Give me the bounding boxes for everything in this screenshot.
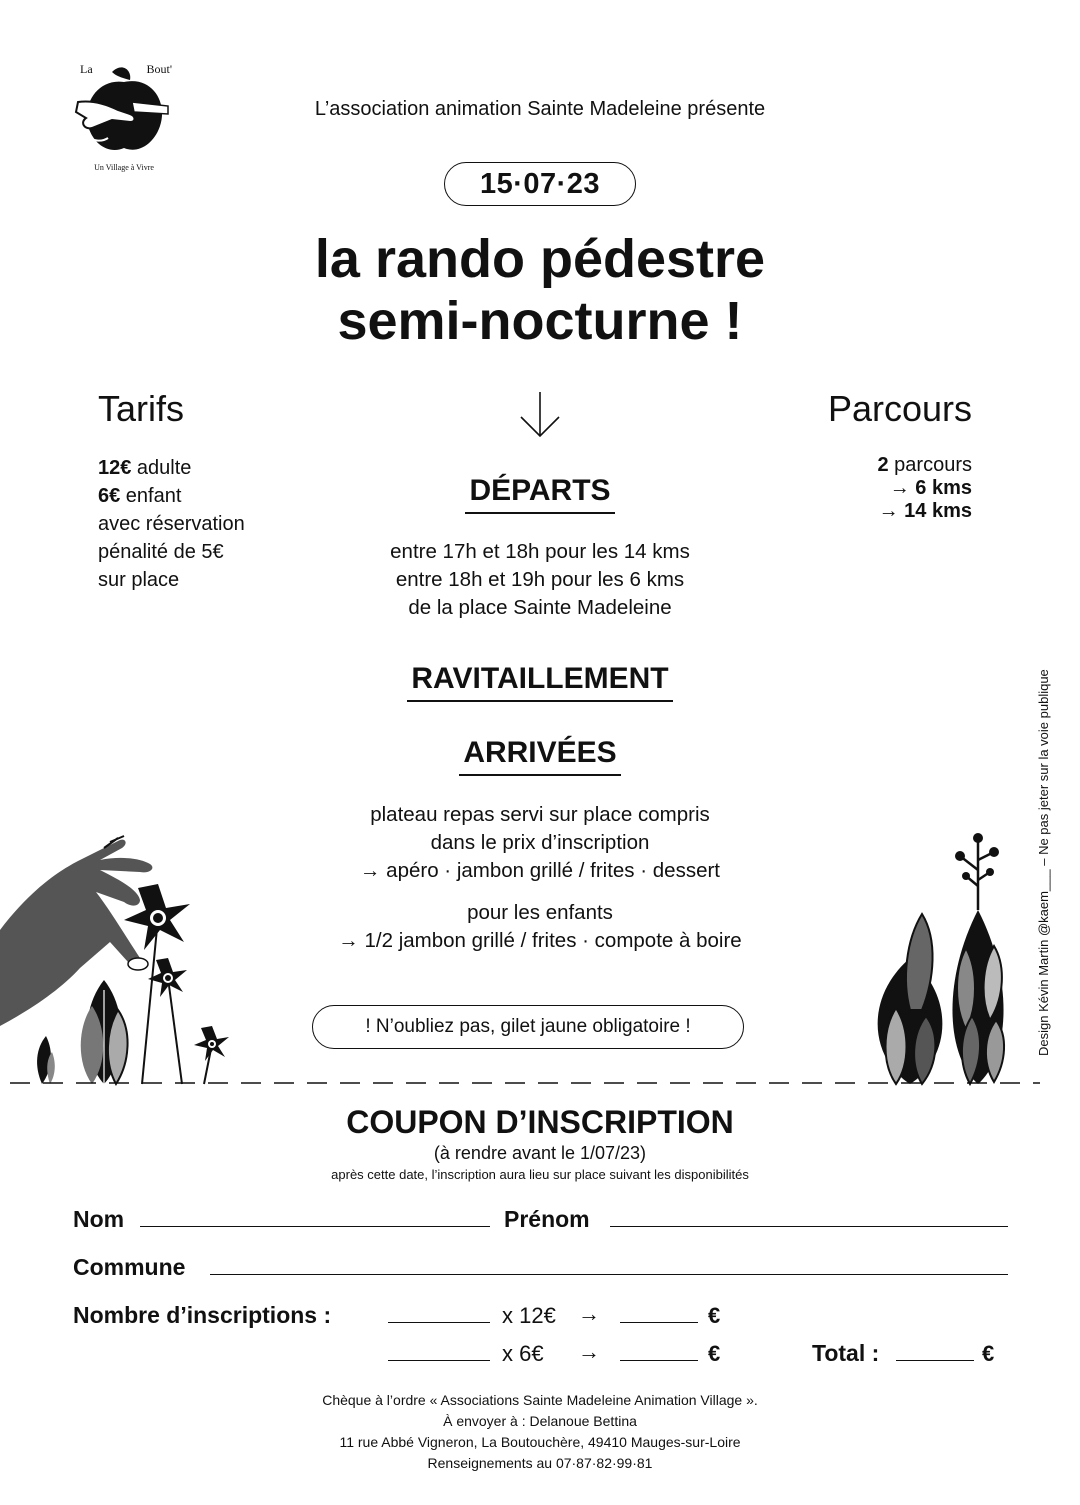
child-subtotal-field[interactable] — [620, 1360, 698, 1361]
prenom-label: Prénom — [504, 1206, 590, 1232]
departs-line-1: entre 17h et 18h pour les 14 kms — [390, 540, 690, 563]
commune-label: Commune — [73, 1254, 186, 1280]
parcours-route-6: → 6 kms — [889, 477, 972, 499]
departs-heading — [0, 474, 1080, 514]
arrow-right-icon: → — [578, 1339, 600, 1364]
payment-line-2: À envoyer à : Delanoue Bettina — [443, 1413, 637, 1429]
title-line-2: semi-nocturne ! — [337, 291, 743, 351]
payment-info — [0, 1390, 1080, 1474]
total-field[interactable] — [896, 1360, 974, 1361]
nom-field[interactable] — [140, 1226, 490, 1227]
bush-icon — [952, 910, 1004, 1084]
flower-icon — [148, 958, 187, 1084]
arrivees-line-2: dans le prix d’inscription — [430, 831, 650, 854]
prenom-field[interactable] — [610, 1226, 1008, 1227]
child-price-label: x 6€ — [502, 1341, 544, 1366]
leaf-plant-icon — [81, 980, 128, 1084]
bush-icon — [878, 914, 943, 1084]
tarif-note-penalty: pénalité de 5€ — [98, 541, 224, 563]
arrivees-heading — [0, 736, 1080, 776]
kids-line-1: pour les enfants — [467, 901, 613, 924]
cut-line — [10, 1082, 1040, 1084]
hand-flowers-illustration — [0, 830, 240, 1088]
logo-text-left: La — [80, 62, 93, 76]
flower-icon — [124, 884, 190, 1084]
coupon-deadline: (à rendre avant le 1/07/23) — [433, 1143, 647, 1163]
arrivees-line-1: plateau repas servi sur place compris — [370, 803, 710, 826]
coupon-note: après cette date, l’inscription aura lieu sur place suivant les disponibilités — [331, 1167, 749, 1182]
arrivees-title: ARRIVÉES — [459, 736, 620, 776]
tarifs-heading: Tarifs — [98, 388, 185, 429]
leaf-sprout-icon — [37, 1036, 55, 1084]
adult-label: adulte — [131, 457, 192, 479]
parcours-number: 2 — [877, 454, 889, 476]
event-date: 15·07·23 — [444, 162, 636, 206]
flower-icon — [194, 1026, 229, 1084]
departs-line-2: entre 18h et 19h pour les 6 kms — [395, 568, 685, 591]
child-count-field[interactable] — [388, 1360, 490, 1361]
ravitaillement-heading — [0, 662, 1080, 702]
payment-line-1: Chèque à l’ordre « Associations Sainte Madeleine Animation Village ». — [322, 1392, 758, 1408]
ravitaillement-title: RAVITAILLEMENT — [407, 662, 672, 702]
bush-illustration — [862, 830, 1032, 1088]
safety-notice: ! N’oubliez pas, gilet jaune obligatoire ! — [312, 1005, 744, 1049]
adult-price: 12€ — [98, 457, 132, 479]
euro-sign: € — [708, 1341, 721, 1366]
hand-icon — [0, 836, 152, 1026]
logo-tagline: Un Village à Vivre — [94, 163, 154, 172]
adult-price-label: x 12€ — [502, 1303, 556, 1328]
logo-text-right: Bout' — [146, 62, 172, 76]
tarif-note-reservation: avec réservation — [98, 513, 245, 535]
departs-line-3: de la place Sainte Madeleine — [408, 596, 672, 619]
payment-line-3: 11 rue Abbé Vigneron, La Boutouchère, 49410 Mauges-sur-Loire — [339, 1434, 741, 1450]
child-price: 6€ — [98, 485, 121, 507]
departs-text — [0, 538, 1080, 622]
departs-title: DÉPARTS — [465, 474, 614, 514]
child-label: enfant — [120, 485, 182, 507]
nombre-label: Nombre d’inscriptions : — [73, 1302, 332, 1328]
kids-line-2: → 1/2 jambon grillé / frites · compote à boire — [338, 929, 742, 952]
arrow-right-icon: → — [578, 1301, 600, 1326]
intro-text: L’association animation Sainte Madeleine présente — [314, 98, 766, 120]
event-title — [0, 228, 1080, 352]
arrivees-line-3: → apéro · jambon grillé / frites · dessert — [359, 859, 721, 882]
arrow-down-icon — [518, 390, 562, 440]
commune-field[interactable] — [210, 1274, 1008, 1275]
euro-sign: € — [708, 1303, 721, 1328]
nom-label: Nom — [73, 1206, 125, 1232]
adult-count-field[interactable] — [388, 1322, 490, 1323]
coupon-title: COUPON D’INSCRIPTION — [346, 1104, 734, 1140]
payment-line-4: Renseignements au 07·87·82·99·81 — [427, 1455, 653, 1471]
parcours-heading: Parcours — [827, 388, 972, 429]
adult-subtotal-field[interactable] — [620, 1322, 698, 1323]
total-label: Total : — [812, 1340, 880, 1366]
title-line-1: la rando pédestre — [314, 229, 766, 289]
tarif-note-place: sur place — [98, 569, 180, 591]
parcours-route-14: → 14 kms — [878, 500, 972, 522]
design-credit: Design Kévin Martin @kaem___ – Ne pas jeter sur la voie publique — [1036, 669, 1051, 1056]
euro-sign: € — [982, 1341, 995, 1366]
parcours-count-label: parcours — [888, 454, 972, 476]
